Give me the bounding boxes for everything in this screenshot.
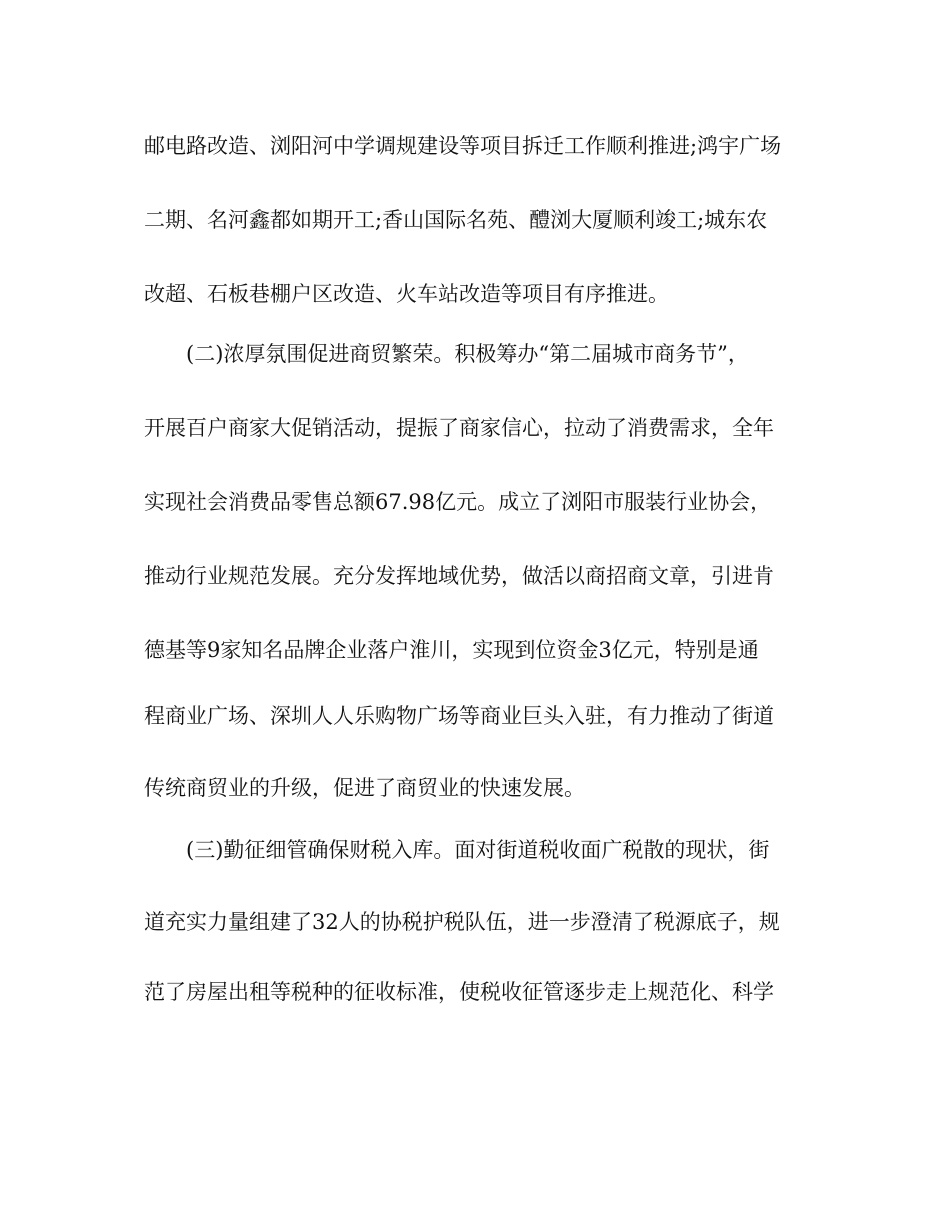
section-heading-line: (三)勤征细管确保财税入库。面对街道税收面广税散的现状，街 [186,838,770,862]
paragraph-line: 二期、名河鑫都如期开工;香山国际名苑、醴浏大厦顺利竣工;城东农 [144,208,768,232]
paragraph-line: 程商业广场、深圳人人乐购物广场等商业巨头入驻，有力推动了街道 [144,704,774,728]
paragraph-line: 德基等9家知名品牌企业落户淮川，实现到位资金3亿元，特别是通 [144,638,759,662]
paragraph-line: 道充实力量组建了32人的协税护税队伍，进一步澄清了税源底子，规 [144,910,780,934]
section-heading-line: (二)浓厚氛围促进商贸繁荣。积极筹办“第二届城市商务节”， [186,342,749,366]
paragraph-line: 开展百户商家大促销活动，提振了商家信心，拉动了消费需求，全年 [144,416,774,440]
paragraph-line: 实现社会消费品零售总额67.98亿元。成立了浏阳市服装行业协会， [144,490,772,514]
paragraph-line: 改超、石板巷棚户区改造、火车站改造等项目有序推进。 [144,282,669,306]
paragraph-line: 邮电路改造、浏阳河中学调规建设等项目拆迁工作顺利推进;鸿宇广场 [144,134,782,158]
paragraph-line: 推动行业规范发展。充分发挥地域优势，做活以商招商文章，引进肯 [144,564,774,588]
paragraph-line: 范了房屋出租等税种的征收标准，使税收征管逐步走上规范化、科学 [144,980,774,1004]
paragraph-line: 传统商贸业的升级，促进了商贸业的快速发展。 [144,776,585,800]
